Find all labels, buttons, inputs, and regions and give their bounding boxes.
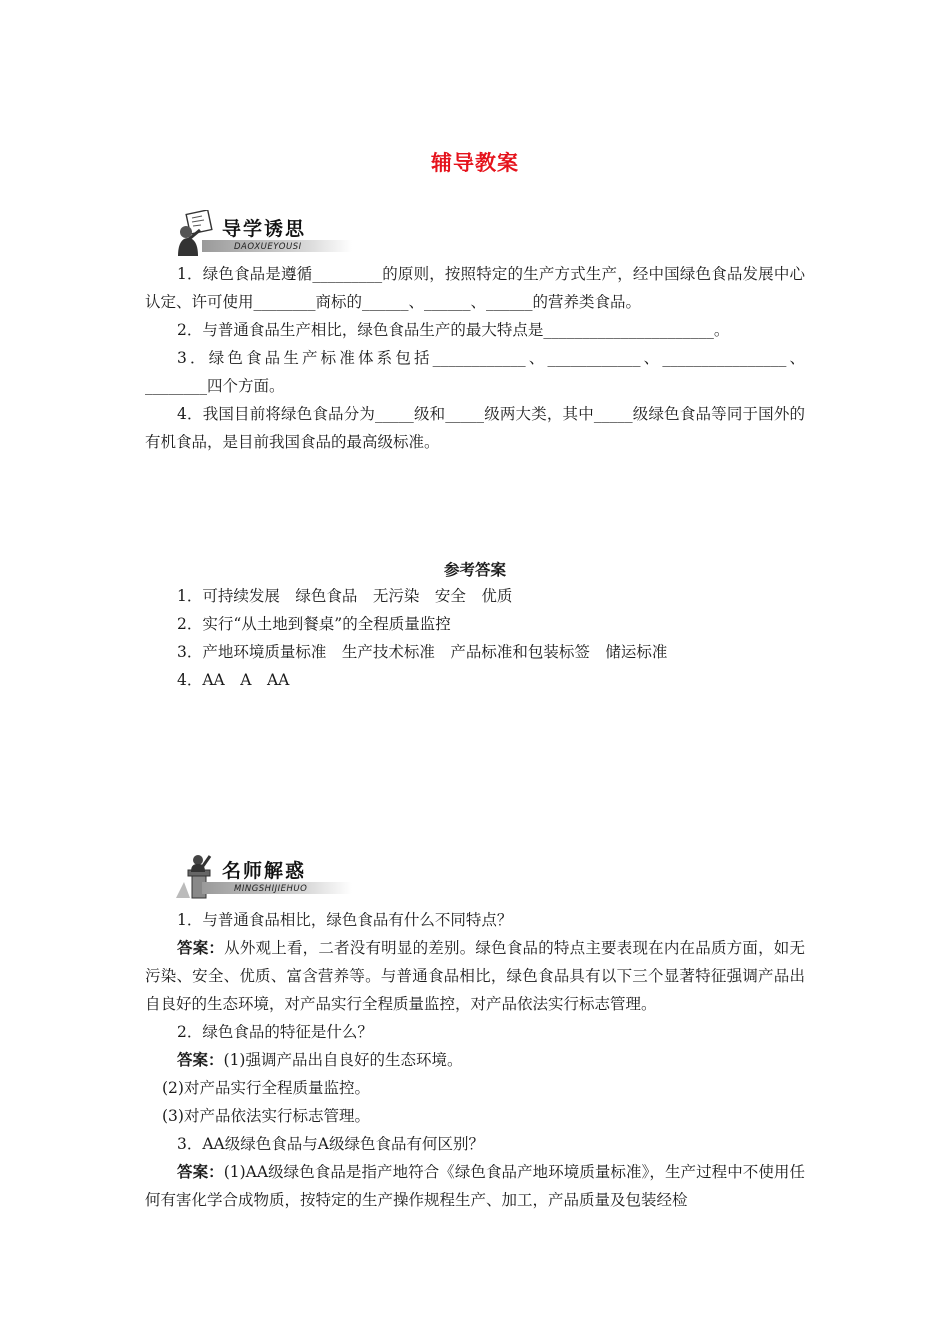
section-banner-daoxue <box>174 210 374 258</box>
section-banner-mingshi <box>174 852 374 900</box>
faq-answer-2-item-3: (3)对产品依法实行标志管理。 <box>162 1107 370 1125</box>
answer-text: (1)强调产品出自良好的生态环境。 <box>223 1051 463 1069</box>
answer-label: 答案： <box>177 938 225 957</box>
page-title: 辅导教案 <box>431 151 519 175</box>
faq-answer-3 <box>145 1158 805 1214</box>
answer-text: 从外观上看，二者没有明显的差别。绿色食品的特点主要表现在内在品质方面，如无污染、安全、优质、富含营养等。与普通食品相比，绿色食品具有以下三个显著特征强调产品出自良好的生态环境，对产品实行全程质量监控，对产品依法实行标志管理。 <box>145 939 805 1013</box>
faq-question-3: 3．AA级绿色食品与A级绿色食品有何区别？ <box>177 1135 484 1153</box>
question-4: 4．我国目前将绿色食品分为_____级和_____级两大类，其中_____级绿色食品等同于国外的有机食品，是目前我国食品的最高级标准。 <box>145 405 805 451</box>
banner-title: 名师解惑 <box>222 860 307 882</box>
answer-2: 2．实行“从土地到餐桌”的全程质量监控 <box>177 615 451 633</box>
question-1: 1．绿色食品是遵循_________的原则，按照特定的生产方式生产，经中国绿色食品发展中心认定、许可使用________商标的______、______、______的营养类食品。 <box>145 265 805 311</box>
faq-answer-2-item-2: (2)对产品实行全程质量监控。 <box>162 1079 370 1097</box>
answer-heading: 参考答案 <box>443 560 506 579</box>
faq-question-2: 2．绿色食品的特征是什么？ <box>177 1023 373 1041</box>
banner-pinyin: MINGSHIJIEHUO <box>234 884 308 894</box>
banner-title: 导学诱思 <box>222 218 307 240</box>
answer-4: 4．AA A AA <box>177 671 290 689</box>
answer-text: (1)AA级绿色食品是指产地符合《绿色食品产地环境质量标准》，生产过程中不使用任何有害化学合成物质，按特定的生产操作规程生产、加工，产品质量及包装经检 <box>145 1163 805 1209</box>
answer-3: 3．产地环境质量标准 生产技术标准 产品标准和包装标签 储运标准 <box>177 643 668 661</box>
question-2: 2．与普通食品生产相比，绿色食品生产的最大特点是______________________。 <box>177 321 730 339</box>
faq-question-1: 1．与普通食品相比，绿色食品有什么不同特点？ <box>177 911 513 929</box>
answer-label: 答案： <box>177 1162 224 1181</box>
answer-1: 1．可持续发展 绿色食品 无污染 安全 优质 <box>177 587 513 605</box>
banner-pinyin: DAOXUEYOUSI <box>234 242 302 252</box>
question-3: 3．绿色食品生产标准体系包括____________、____________、________________、________四个方面。 <box>145 349 805 395</box>
faq-answer-2 <box>145 1046 805 1074</box>
faq-answer-1 <box>145 934 805 1018</box>
answer-label: 答案： <box>177 1050 224 1069</box>
